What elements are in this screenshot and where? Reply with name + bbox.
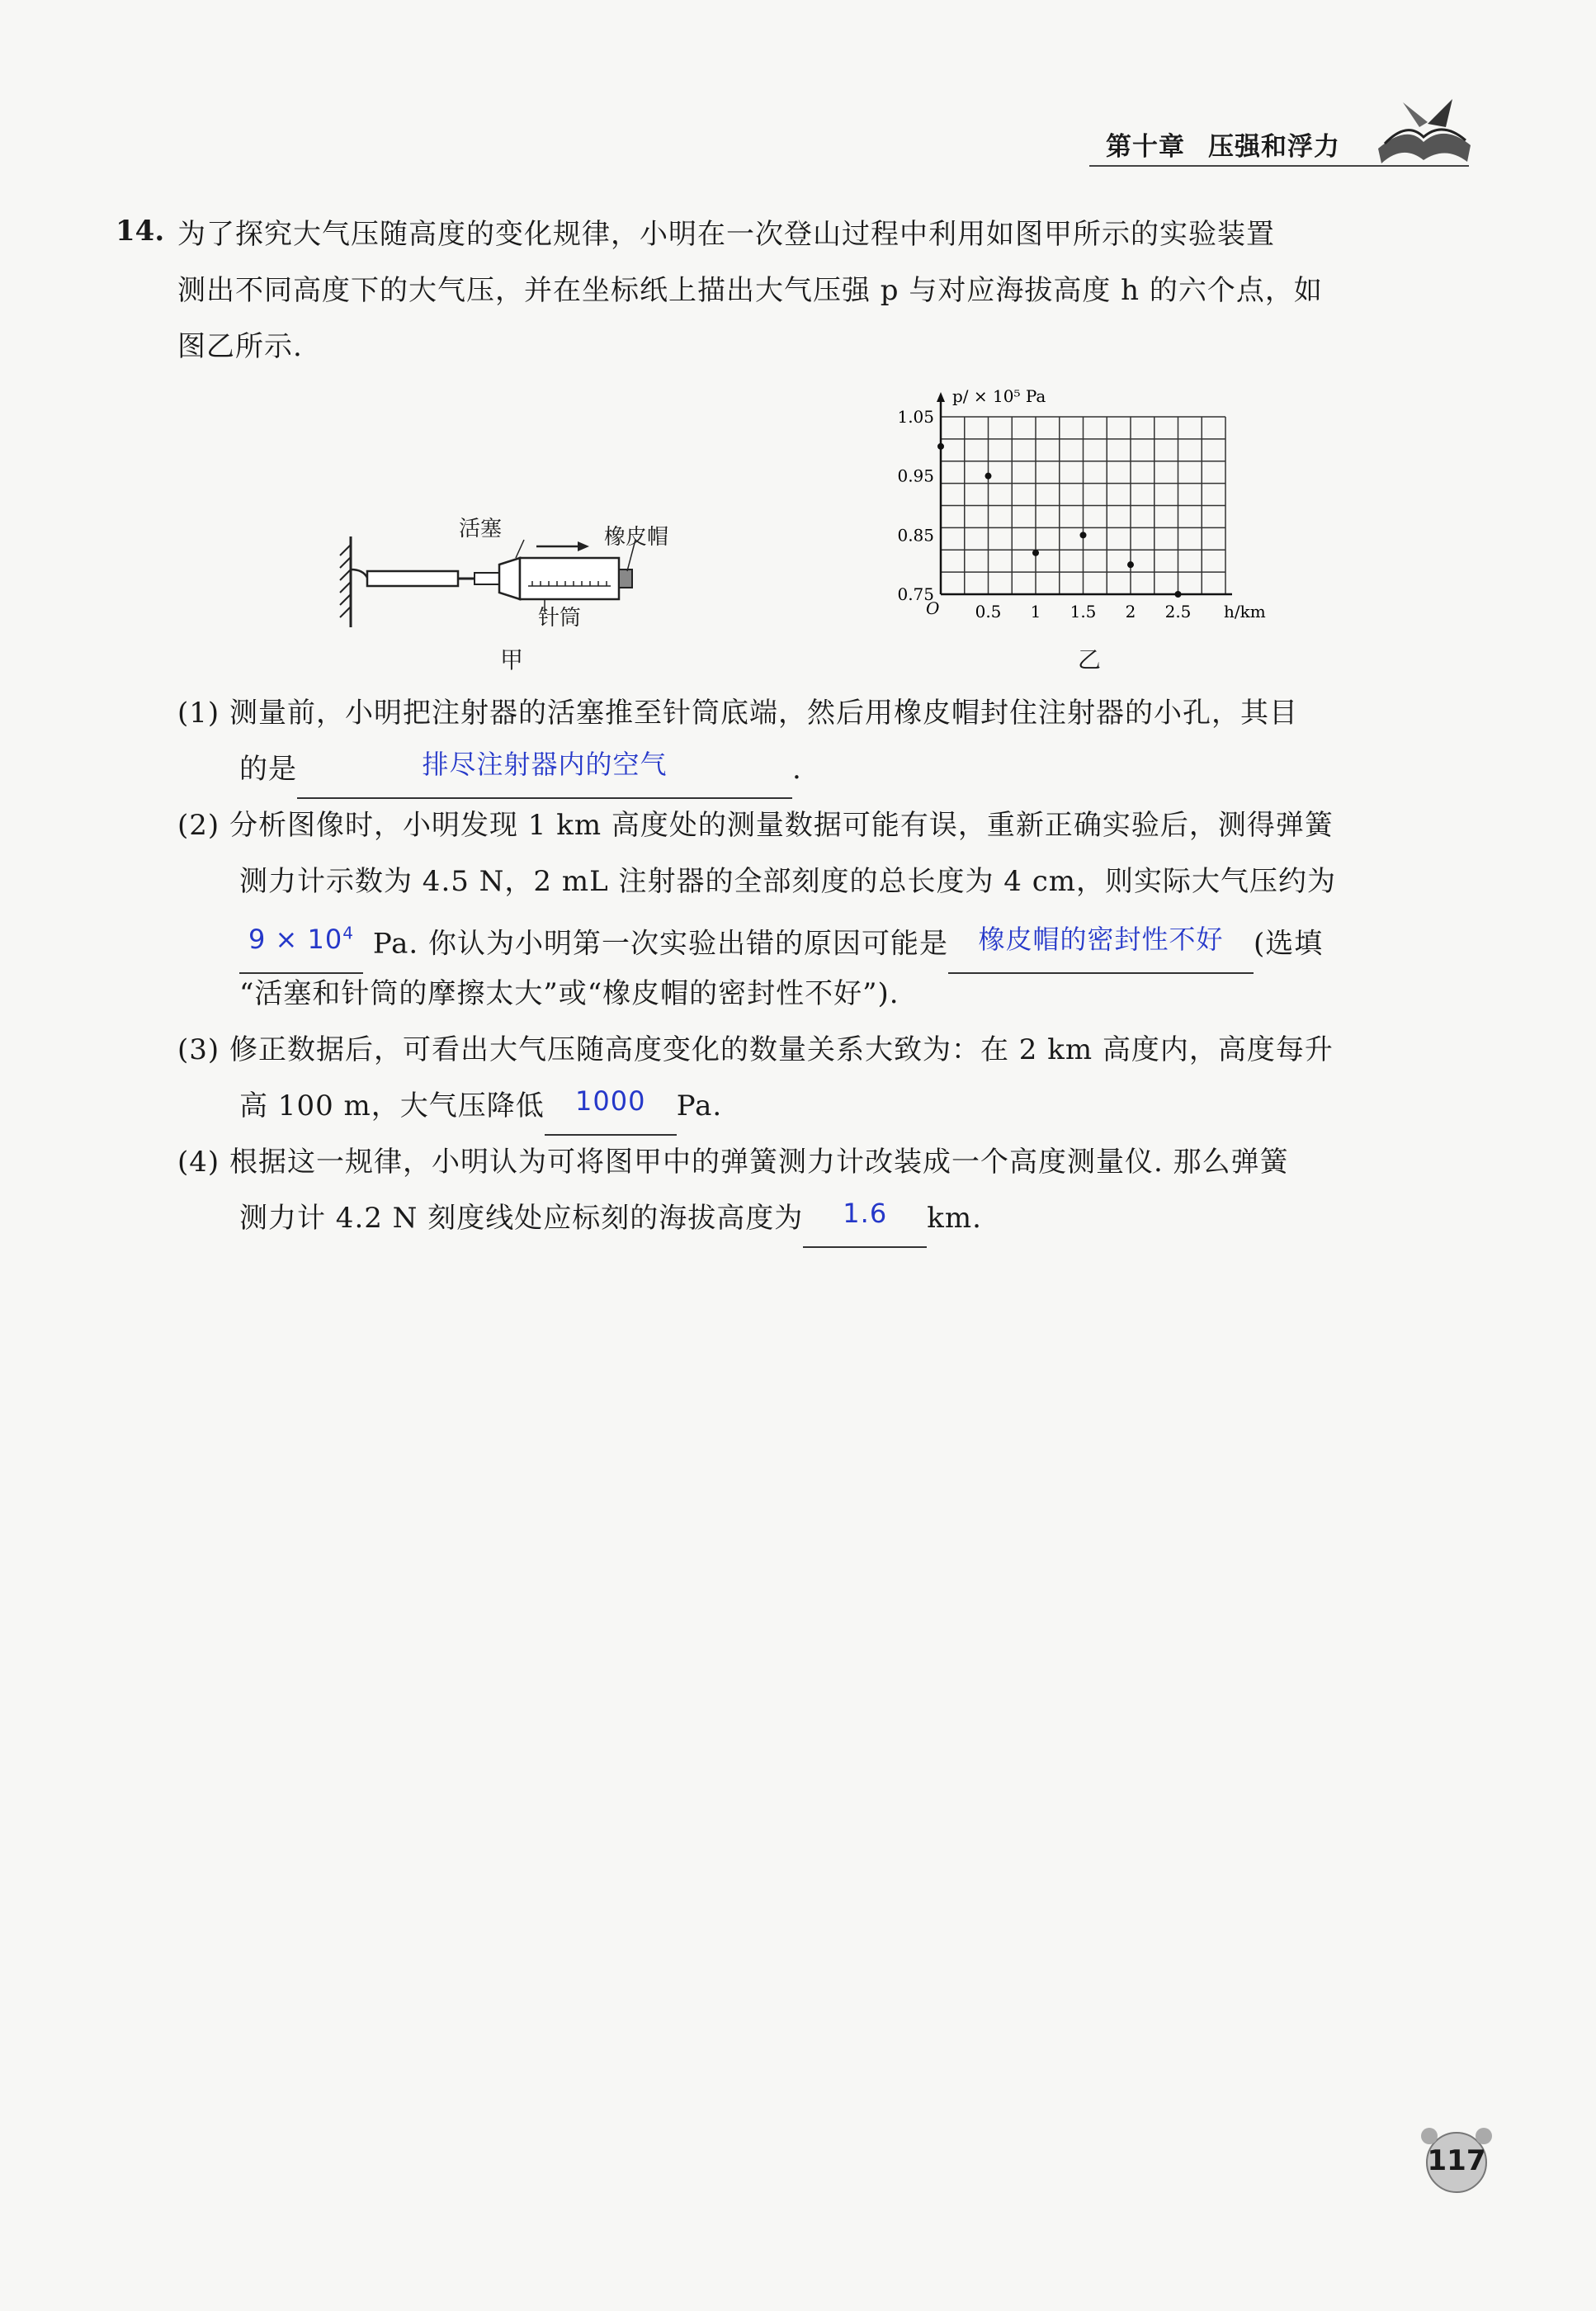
page-number-badge <box>1411 2121 1502 2195</box>
data-point <box>985 473 992 480</box>
part2-mid-text: Pa. 你认为小明第一次实验出错的原因可能是 <box>372 927 949 961</box>
part4-line-1: (4) 根据这一规律，小明认为可将图甲中的弹簧测力计改装成一个高度测量仪. 那么弹簧 <box>177 1146 1289 1179</box>
part2-line-4: “活塞和针筒的摩擦太大”或“橡皮帽的密封性不好”). <box>239 977 900 1010</box>
part4-suffix: km. <box>927 1202 982 1235</box>
part2-line-2: 测力计示数为 4.5 N，2 mL 注射器的全部刻度的总长度为 4 cm，则实际大气压约为 <box>239 865 1337 898</box>
data-point <box>1127 561 1134 568</box>
open-book-icon <box>1370 91 1477 173</box>
part4-prefix: 测力计 4.2 N 刻度线处应标刻的海拔高度为 <box>239 1202 804 1235</box>
y-axis-arrow <box>937 392 945 402</box>
figure-jia-caption: 甲 <box>500 646 524 673</box>
data-point <box>1032 550 1039 556</box>
x-tick-label: 0.5 <box>975 602 1002 621</box>
data-point <box>1175 591 1182 598</box>
pressure-height-chart <box>891 388 1304 636</box>
data-point <box>1080 532 1087 538</box>
x-axis-label: h/km <box>1224 602 1266 621</box>
x-tick-label: 2 <box>1125 602 1136 621</box>
y-axis-label: p/ × 10⁵ Pa <box>952 388 1046 406</box>
part3-line-1: (3) 修正数据后，可看出大气压随高度变化的数量关系大致为：在 2 km 高度内，高度每升 <box>177 1033 1334 1066</box>
question-stem-line-3: 图乙所示. <box>177 330 303 363</box>
part1-suffix: . <box>792 753 802 786</box>
x-tick-label: 2.5 <box>1164 602 1192 621</box>
y-tick-label: 0.85 <box>897 525 934 546</box>
part2-answer1 <box>248 924 354 955</box>
part3-answer-blank <box>545 1078 677 1136</box>
question-stem-line-1: 为了探究大气压随高度的变化规律，小明在一次登山过程中利用如图甲所示的实验装置 <box>177 218 1275 251</box>
part1-prefix: 的是 <box>239 753 297 786</box>
part3-suffix: Pa. <box>676 1089 723 1122</box>
part2-answer1-exponent: 4 <box>342 923 354 943</box>
header-rule <box>1089 165 1469 167</box>
origin-label: O <box>926 598 940 618</box>
part1-answer: 排尽注射器内的空气 <box>422 749 668 780</box>
x-tick-label: 1.5 <box>1070 602 1097 621</box>
figure-yi-caption: 乙 <box>1078 646 1102 673</box>
question-number: 14. <box>116 215 165 248</box>
x-tick-label: 1 <box>1030 602 1041 621</box>
chapter-header <box>1106 125 1340 163</box>
label-barrel: 针筒 <box>538 606 582 631</box>
part2-answer2-blank <box>948 916 1254 974</box>
y-tick-label: 0.75 <box>897 584 934 604</box>
data-point <box>937 443 944 450</box>
part3-prefix: 高 100 m，大气压降低 <box>239 1089 545 1122</box>
part3-answer: 1000 <box>575 1085 646 1117</box>
part4-line-2 <box>239 1190 982 1248</box>
part3-line-2 <box>239 1078 722 1136</box>
part2-line-1: (2) 分析图像时，小明发现 1 km 高度处的测量数据可能有误，重新正确实验后，测得弹簧 <box>177 809 1334 842</box>
part1-line-1: (1) 测量前，小明把注射器的活塞推至针筒底端，然后用橡皮帽封住注射器的小孔，其目 <box>177 697 1298 730</box>
part4-answer-blank <box>803 1190 927 1248</box>
part4-answer: 1.6 <box>843 1198 888 1229</box>
chapter-number: 第十章 <box>1106 132 1185 162</box>
chapter-title: 压强和浮力 <box>1208 132 1340 162</box>
label-piston: 活塞 <box>459 517 503 541</box>
part1-answer-blank <box>297 741 792 799</box>
part1-line-2 <box>239 741 802 799</box>
part2-answer1-blank <box>239 910 363 974</box>
part2-suffix: (选填 <box>1254 927 1324 961</box>
page-number: 117 <box>1427 2144 1486 2177</box>
y-tick-label: 1.05 <box>897 407 934 427</box>
part2-answer1-base: 9 × 10 <box>248 923 343 955</box>
part2-answer2: 橡皮帽的密封性不好 <box>978 923 1224 955</box>
label-rubber-cap: 橡皮帽 <box>604 525 669 550</box>
y-tick-label: 0.95 <box>897 466 934 486</box>
question-stem-line-2: 测出不同高度下的大气压，并在坐标纸上描出大气压强 p 与对应海拔高度 h 的六个点，如 <box>177 274 1323 307</box>
part2-line-3 <box>239 910 1323 974</box>
